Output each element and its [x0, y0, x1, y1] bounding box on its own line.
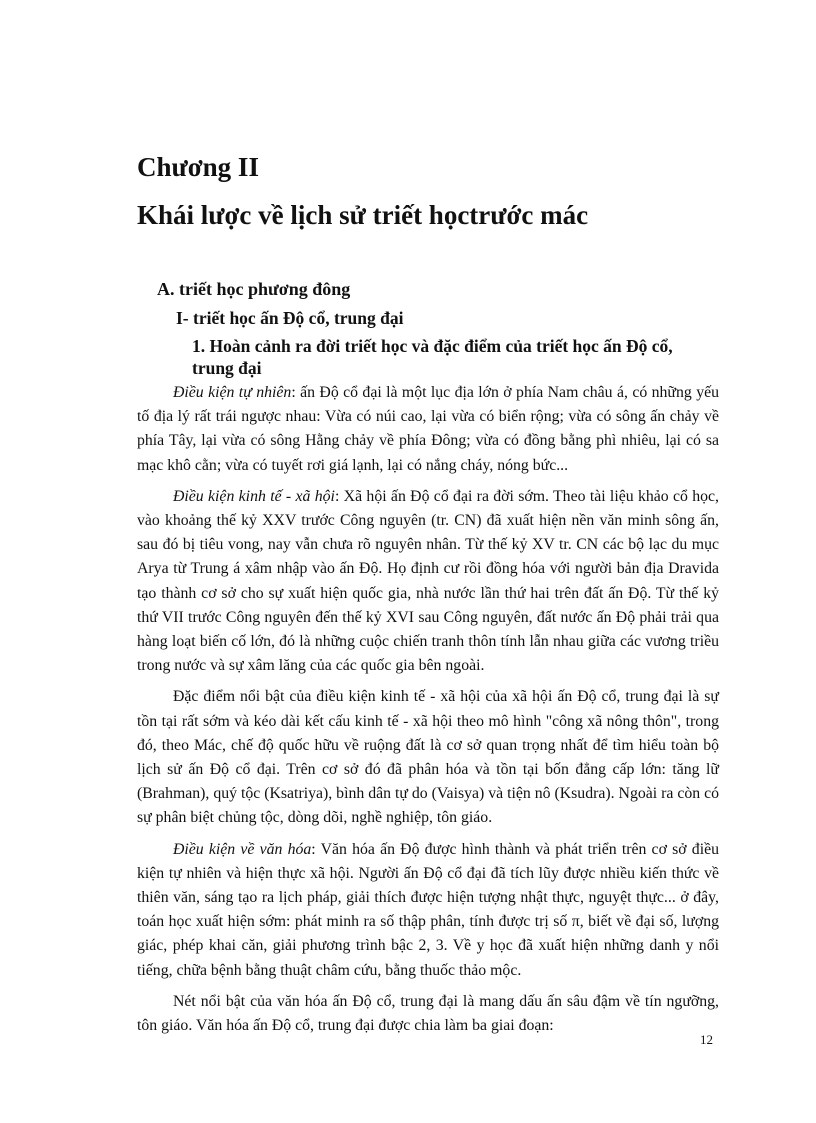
- paragraph-text: Đặc điểm nổi bật của điều kiện kinh tế - xã hội của xã hội ấn Độ cổ, trung đại là sự tồn tại rất sớm và kéo dài kết cấu kinh tế - xã hội theo mô hình "công xã nông thôn", trong đó, theo Mác, chế độ quốc hữu về ruộng đất là cơ sở quan trọng nhất để tìm hiểu toàn bộ lịch sử ấn Độ cổ đại. Trên cơ sở đó đã phân hóa và tồn tại bốn đẳng cấp lớn: tăng lữ (Brahman), quý tộc (Ksatriya), bình dân tự do (Vaisya) và tiện nô (Ksudra). Ngoài ra còn có sự phân biệt chủng tộc, dòng dõi, nghề nghiệp, tôn giáo.: [137, 688, 719, 827]
- paragraph-text: : Xã hội ấn Độ cổ đại ra đời sớm. Theo tài liệu khảo cổ học, vào khoảng thế kỷ XXV trước Công nguyên (tr. CN) đã xuất hiện nền văn minh sông ấn, sau đó bị tiêu vong, nay vẫn chưa rõ nguyên nhân. Từ thế kỷ XV tr. CN các bộ lạc du mục Arya từ Trung á xâm nhập vào ấn Độ. Họ định cư rồi đồng hóa với người bản địa Dravida tạo thành cơ sở cho sự xuất hiện quốc gia, nhà nước lần thứ hai trên đất ấn Độ. Từ thế kỷ thứ VII trước Công nguyên đến thế kỷ XVI sau Công nguyên, đất nước ấn Độ phải trải qua hàng loạt biến cố lớn, đó là những cuộc chiến tranh thôn tính lẫn nhau giữa các vương triều trong nước và sự xâm lăng của các quốc gia bên ngoài.: [137, 487, 719, 675]
- page-number: 12: [700, 1032, 713, 1047]
- paragraph-text: : ấn Độ cổ đại là một lục địa lớn ở phía Nam châu á, có những yếu tố địa lý rất trái ngược nhau: Vừa có núi cao, lại vừa có biển rộng; vừa có sông ấn chảy về phía Tây, lại vừa có sông Hằng chảy về phía Đông; vừa có đồng bằng phì nhiêu, lại có sa mạc khô cằn; vừa có tuyết rơi giá lạnh, lại có nắng cháy, nóng bức...: [137, 384, 719, 474]
- paragraph-natural-conditions: [137, 381, 719, 478]
- body-text: [137, 381, 719, 1045]
- chapter-number: Chương II: [137, 152, 259, 182]
- chapter-title: Khái lược về lịch sử triết họctrước mác: [137, 200, 589, 230]
- section-heading-1-1: 1. Hoàn cảnh ra đời triết học và đặc điểm của triết học ấn Độ cổ, trung đại: [192, 336, 673, 378]
- section-heading-a: A. triết học phương đông: [157, 279, 351, 299]
- paragraph-lead: Điều kiện kinh tế - xã hội: [173, 487, 335, 505]
- paragraph-cultural-conditions: [137, 838, 719, 983]
- section-heading-1: I- triết học ấn Độ cổ, trung đại: [176, 308, 404, 328]
- paragraph-lead: Điều kiện về văn hóa: [173, 840, 312, 858]
- paragraph-text: : Văn hóa ấn Độ được hình thành và phát triển trên cơ sở điều kiện tự nhiên và hiện thực xã hội. Người ấn Độ cổ đại đã tích lũy được nhiều kiến thức về thiên văn, sáng tạo ra lịch pháp, giải thích được hiện tượng nhật thực, nguyệt thực... ở đây, toán học xuất hiện sớm: phát minh ra số thập phân, tính được trị số π, biết về đại số, lượng giác, phép khai căn, giải phương trình bậc 2, 3. Về y học đã xuất hiện những danh y nổi tiếng, chữa bệnh bằng thuật châm cứu, bằng thuốc thảo mộc.: [137, 840, 719, 979]
- paragraph-lead: Điều kiện tự nhiên: [173, 384, 292, 401]
- paragraph-socioeconomic-conditions: [137, 485, 719, 679]
- paragraph-text: Nét nổi bật của văn hóa ấn Độ cổ, trung đại là mang dấu ấn sâu đậm về tín ngưỡng, tôn giáo. Văn hóa ấn Độ cổ, trung đại được chia làm ba giai đoạn:: [137, 992, 719, 1035]
- paragraph-socioeconomic-features: [137, 685, 719, 830]
- paragraph-cultural-features: [137, 990, 719, 1038]
